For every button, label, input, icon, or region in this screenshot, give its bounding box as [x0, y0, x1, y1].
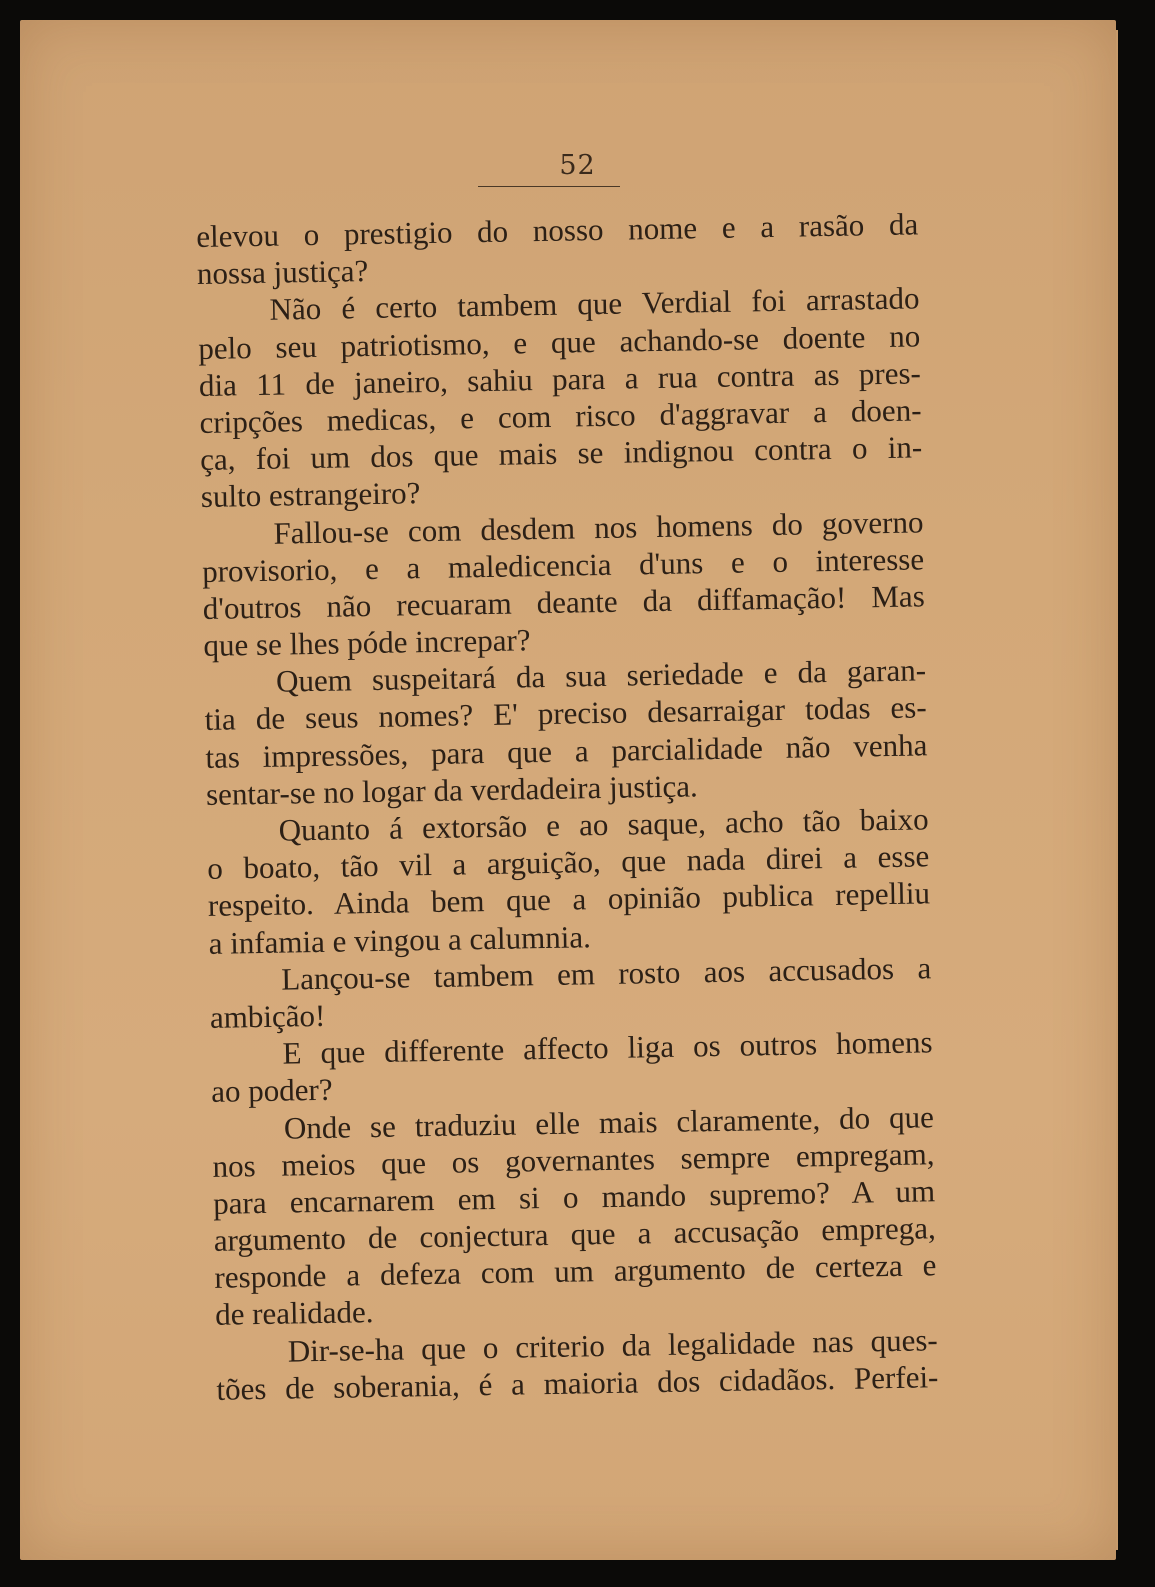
text-line: cripções medicas, e com risco d'aggravar a doen-: [199, 392, 922, 440]
text-line: Lançou-se tambem em rosto aos accusados a: [280, 950, 932, 997]
text-line: nos meios que os governantes sempre empregam,: [212, 1135, 935, 1184]
text-line: ambição!: [209, 997, 326, 1035]
text-line: tas impressões, para que a parcialidade não venha: [205, 726, 928, 775]
text-line: ao poder?: [210, 1072, 333, 1110]
text-line: que se lhes póde increpar?: [203, 622, 531, 663]
text-line: nossa justiça?: [196, 253, 369, 292]
text-line: respeito. Ainda bem que a opinião publica repelliu: [207, 875, 931, 924]
text-line: E que differente affecto liga os outros homens: [282, 1024, 933, 1071]
page-number: 52: [559, 150, 596, 181]
text-line: tia de seus nomes? E' preciso desarraigar todas es-: [204, 689, 927, 738]
text-line: provisorio, e a maledicencia d'uns e o interesse: [201, 541, 925, 589]
text-line: argumento de conjectura que a accusação emprega,: [213, 1210, 937, 1258]
text-line: a infamia e vingou a calumnia.: [208, 918, 592, 961]
text-line: elevou o prestigio do nosso nome e a rasão da: [196, 206, 919, 254]
text-line: Dir-se-ha que o criterio da legalidade nas ques-: [287, 1321, 938, 1369]
text-line: Fallou-se com desdem nos homens do governo: [273, 503, 924, 551]
text-line: dia 11 de janeiro, sahiu para a rua contra as pres-: [198, 355, 922, 403]
text-line: d'outros não recuaram deante da diffamação! Mas: [202, 578, 926, 626]
text-line: sentar-se no logar da verdadeira justiça.: [205, 768, 699, 812]
text-line: o boato, tão vil a arguição, que nada direi a esse: [207, 838, 930, 887]
body-text: [196, 205, 939, 1407]
text-line: Quem suspeitará da sua seriedade e da garan-: [275, 652, 927, 699]
text-line: Onde se traduziu elle mais claramente, do que: [283, 1098, 935, 1146]
text-line: de realidade.: [214, 1294, 374, 1333]
text-line: tões de soberania, é a maioria dos cidadãos. Perfei-: [216, 1359, 939, 1407]
text-line: ça, foi um dos que mais se indignou contra o in-: [199, 429, 923, 478]
text-line: Quanto á extorsão e ao saque, acho tão baixo: [278, 801, 929, 848]
header-rule: [478, 186, 620, 187]
text-line: Não é certo tambem que Verdial foi arrastado: [269, 280, 920, 328]
text-line: para encarnarem em si o mando supremo? A um: [212, 1173, 936, 1221]
text-line: sulto estrangeiro?: [200, 475, 421, 515]
text-line: pelo seu patriotismo, e que achando-se doente no: [197, 317, 921, 366]
text-line: responde a defeza com um argumento de certeza e: [214, 1247, 937, 1296]
